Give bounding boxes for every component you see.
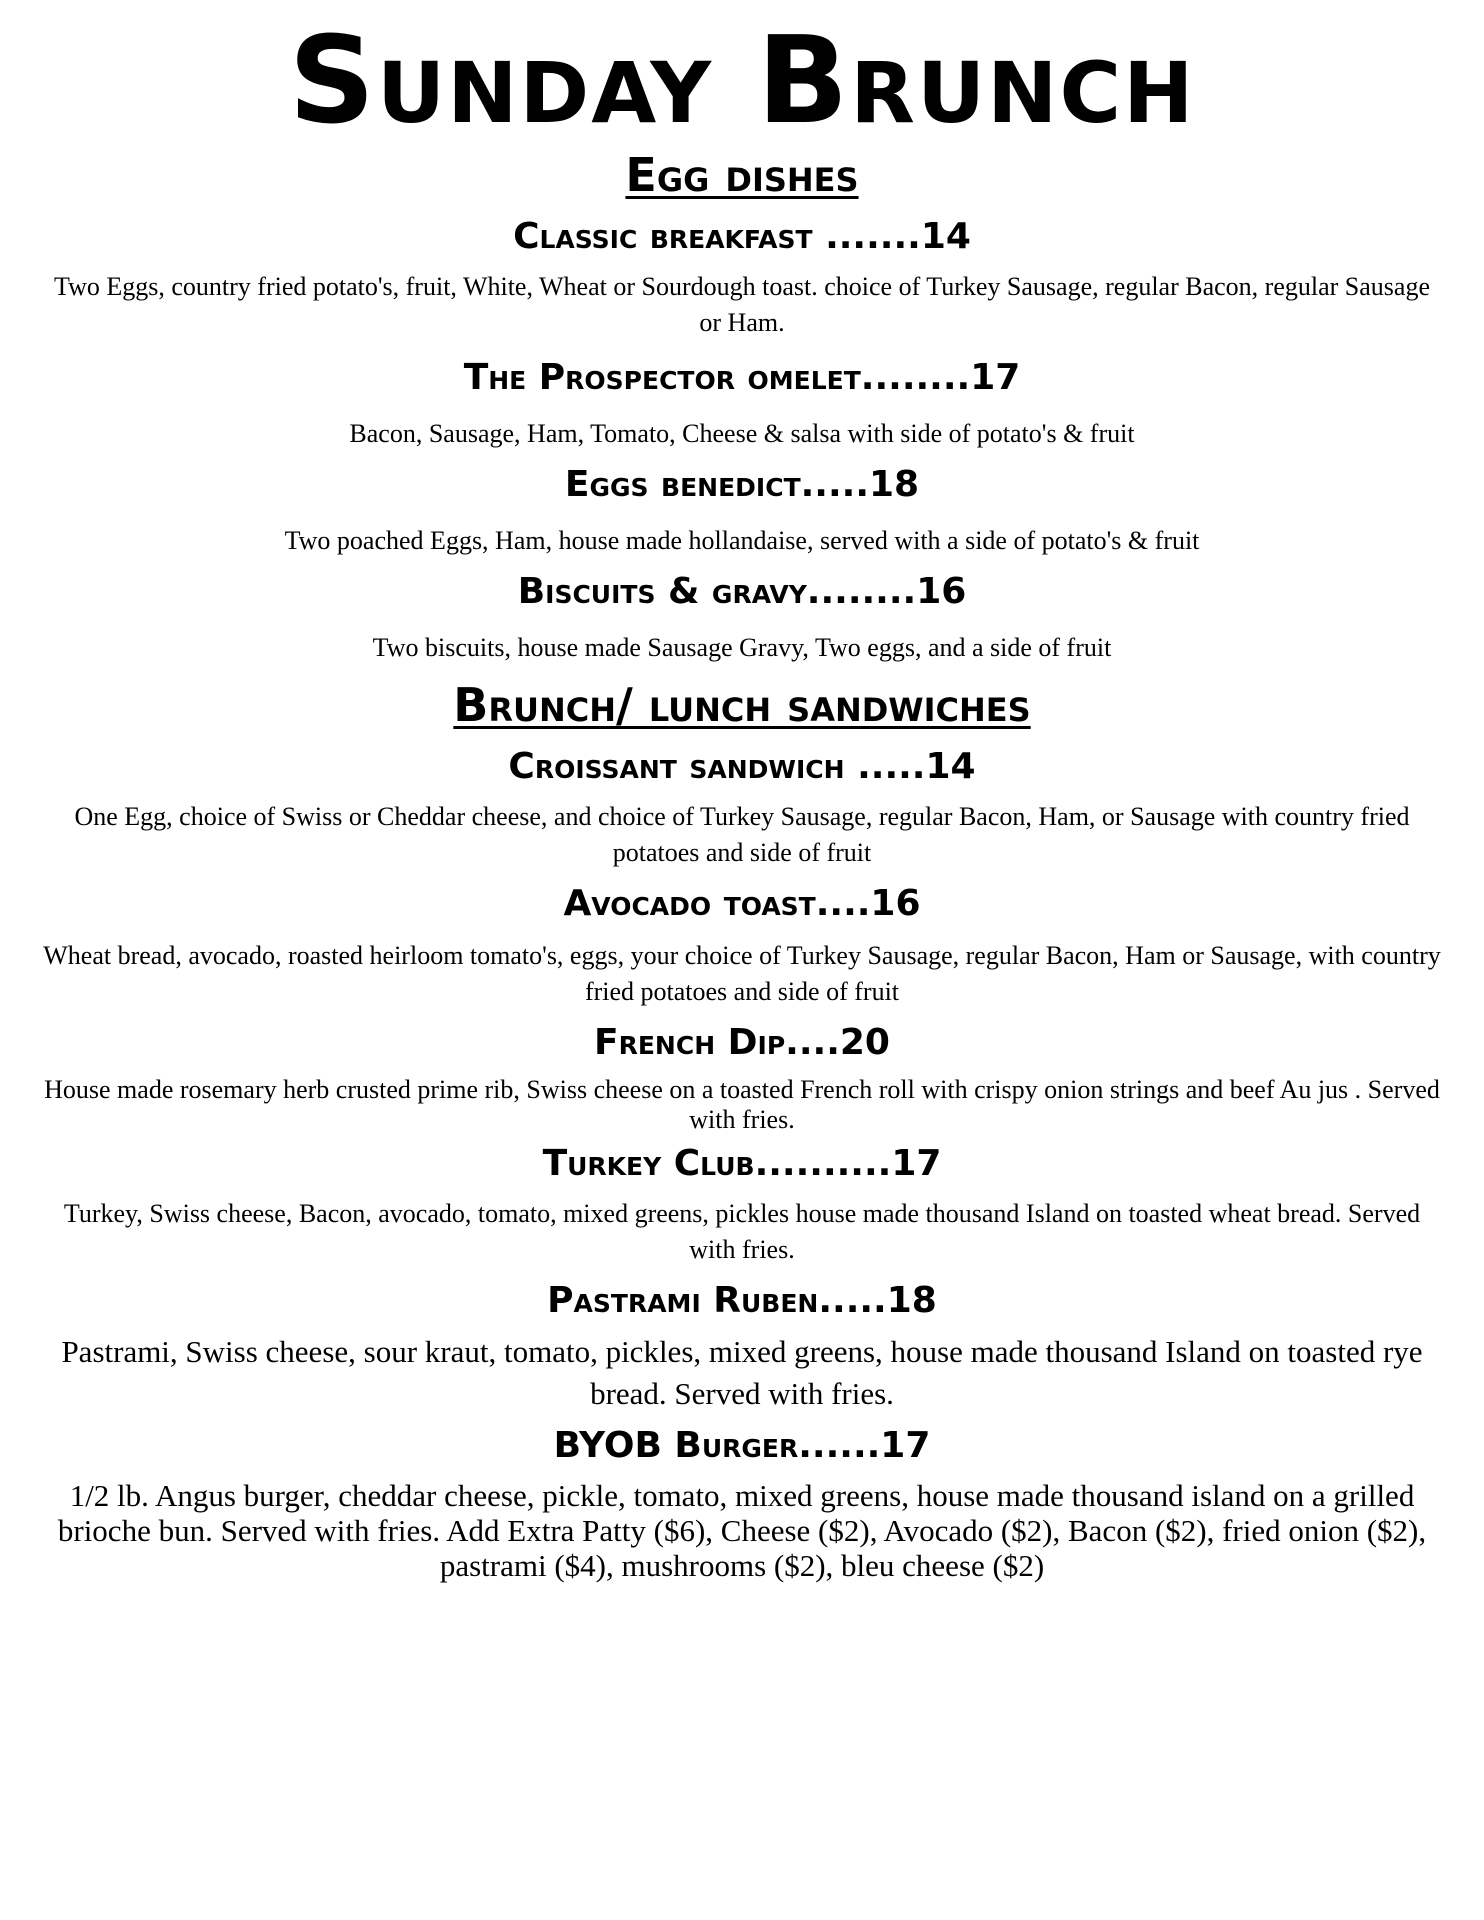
menu-item-byob-burger	[40, 1425, 1444, 1583]
item-description: Two biscuits, house made Sausage Gravy, Two eggs, and a side of fruit	[372, 633, 1112, 662]
item-name: Pastrami Ruben.....18	[547, 1280, 937, 1321]
menu-item-french-dip	[40, 1022, 1444, 1135]
item-description: Two poached Eggs, Ham, house made hollandaise, served with a side of potato's & fruit	[284, 526, 1200, 555]
menu-item-eggs-benedict	[40, 464, 1444, 559]
menu-item-turkey-club	[40, 1143, 1444, 1268]
section-heading-sandwiches: Brunch/ lunch sandwiches	[453, 678, 1031, 732]
item-name: Turkey Club..........17	[542, 1143, 942, 1184]
section-heading-egg-dishes: Egg dishes	[625, 148, 859, 202]
item-name: Avocado toast....16	[563, 883, 921, 924]
item-description: Two Eggs, country fried potato's, fruit, White, Wheat or Sourdough toast. choice of Turkey Sausage, regular Bacon, regular Sausage or Ham.	[54, 272, 1430, 337]
item-name: Classic breakfast .......14	[513, 216, 971, 257]
menu-item-classic-breakfast	[40, 216, 1444, 341]
item-name: Croissant sandwich .....14	[508, 746, 976, 787]
menu-item-pastrami-ruben	[40, 1280, 1444, 1415]
menu-title: Sunday Brunch	[288, 12, 1196, 151]
item-description: Bacon, Sausage, Ham, Tomato, Cheese & salsa with side of potato's & fruit	[349, 419, 1135, 448]
item-name: Eggs benedict.....18	[564, 464, 920, 505]
menu-item-biscuits-gravy	[40, 571, 1444, 666]
menu-item-avocado-toast	[40, 883, 1444, 1010]
item-description: 1/2 lb. Angus burger, cheddar cheese, pickle, tomato, mixed greens, house made thousand island on a grilled brioche bun. Served with fries. Add Extra Patty ($6), Cheese ($2), Avocado ($2), Bacon ($2), fried onion ($2), pastrami ($4), mushrooms ($2), bleu cheese ($2)	[57, 1478, 1427, 1583]
item-name: Biscuits & gravy........16	[517, 571, 967, 612]
item-name: BYOB Burger......17	[553, 1425, 931, 1466]
item-description: Wheat bread, avocado, roasted heirloom tomato's, eggs, your choice of Turkey Sausage, regular Bacon, Ham or Sausage, with country fried potatoes and side of fruit	[43, 941, 1441, 1006]
item-name: The Prospector omelet........17	[463, 357, 1021, 398]
menu-item-croissant-sandwich	[40, 746, 1444, 871]
item-description: One Egg, choice of Swiss or Cheddar cheese, and choice of Turkey Sausage, regular Bacon, Ham, or Sausage with country fried potatoes and side of fruit	[74, 802, 1410, 867]
item-description: Pastrami, Swiss cheese, sour kraut, tomato, pickles, mixed greens, house made thousand Island on toasted rye bread. Served with fries.	[61, 1334, 1423, 1411]
item-description: House made rosemary herb crusted prime rib, Swiss cheese on a toasted French roll with crispy onion strings and beef Au jus . Served with fries.	[44, 1075, 1440, 1134]
item-description: Turkey, Swiss cheese, Bacon, avocado, tomato, mixed greens, pickles house made thousand Island on toasted wheat bread. Served with fries.	[63, 1199, 1421, 1264]
menu-item-prospector-omelet	[40, 357, 1444, 452]
item-name: French Dip....20	[594, 1022, 890, 1063]
